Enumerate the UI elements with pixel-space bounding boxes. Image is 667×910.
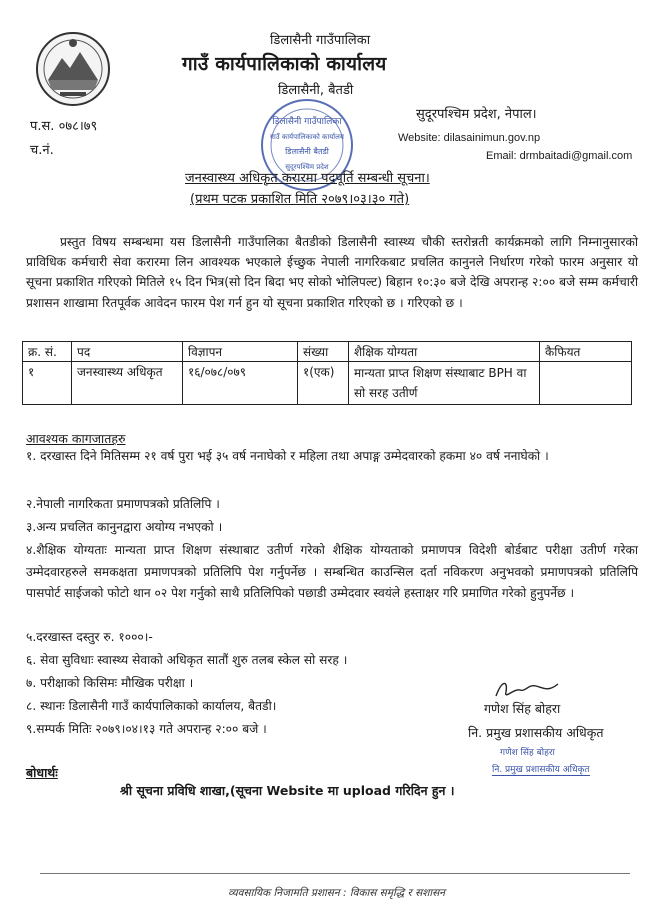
table-cell: १६/०७८/०७९ bbox=[183, 362, 298, 405]
province-name: सुदूरपश्चिम प्रदेश, नेपाल। bbox=[416, 107, 537, 122]
municipality-name: डिलासैनी गाउँपालिका bbox=[270, 33, 371, 48]
requirement-item: ६. सेवा सुविधाः स्वास्थ्य सेवाको अधिकृत सातौं शुरु तलब स्केल सो सरह । bbox=[26, 653, 348, 667]
table-header-cell: पद bbox=[72, 342, 183, 362]
table-cell: मान्यता प्राप्त शिक्षण संस्थाबाट BPH वा सो सरह उतीर्ण bbox=[349, 362, 540, 405]
table-header-cell: कैफियत bbox=[540, 342, 632, 362]
requirement-item: ९.सम्पर्क मितिः २०७९।०४।१३ गते अपरान्ह २:०० बजे । bbox=[26, 722, 267, 736]
stamp-line-3: डिलासैनी बैतडी bbox=[285, 147, 329, 156]
email-text: Email: drmbaitadi@gmail.com bbox=[486, 150, 633, 162]
municipality-logo bbox=[34, 30, 112, 108]
table-cell: जनस्वास्थ्य अधिकृत bbox=[72, 362, 183, 405]
requirement-item: ८. स्थानः डिलासैनी गाउँ कार्यपालिकाको कार्यालय, बैतडी। bbox=[26, 699, 277, 713]
requirement-item: ७. परीक्षाको किसिमः मौखिक परीक्षा । bbox=[26, 676, 194, 690]
table-cell: १(एक) bbox=[298, 362, 349, 405]
signature-stamp-name: गणेश सिंह बोहरा bbox=[500, 748, 555, 758]
table-header-cell: विज्ञापन bbox=[183, 342, 298, 362]
office-location: डिलासैनी, बैतडी bbox=[278, 83, 354, 98]
table-cell bbox=[540, 362, 632, 405]
table-row bbox=[23, 362, 632, 405]
requirement-item: ५.दरखास्त दस्तुर रु. १०००।- bbox=[26, 630, 153, 644]
body-paragraph: प्रस्तुत विषय सम्बन्धमा यस डिलासैनी गाउँपालिका बैतडीको डिलासैनी स्वास्थ्य चौकी स्तरोन्नती कार्यक्रमको लागि निम्नानुसारको प्राविधिक कर्मचारी सेवा करारमा लिन आवश्यक भएकाले ईच्छुक नेपाली नागरिकबाट प्रचलित कानुनले निर्धारण गरेको फारम अनुसार यो सूचना प्रकाशित गरिएको मितिले १५ दिन भित्र(सो दिन बिदा भए सोको भोलिपल्ट) बिहान १०:३० बजे देखि अपरान्ह २:०० बजे सम्म कर्मचारी प्रशासन शाखामा रितपूर्वक आवेदन फारम पेश गर्न हुन यो सूचना प्रकाशित गरिएको छ । गरिएको छ । bbox=[26, 235, 638, 310]
table-header-cell: संख्या bbox=[298, 342, 349, 362]
signature-stamp-title: नि. प्रमुख प्रशासकीय अधिकृत bbox=[492, 762, 590, 776]
requirements-title: आवश्यक कागजातहरु bbox=[26, 431, 126, 446]
table-cell: १ bbox=[23, 362, 72, 405]
requirement-item: १. दरखास्त दिने मितिसम्म २१ वर्ष पुरा भई ३५ वर्ष ननाघेको र महिला तथा अपाङ्ग उम्मेदवारको हकमा ४० वर्ष ननाघेको । bbox=[26, 449, 549, 463]
requirement-item: ४.शैक्षिक योग्यताः मान्यता प्राप्त शिक्षण संस्थाबाट उतीर्ण गरेको शैक्षिक योग्यताको प्रमाणपत्र विदेशी बोर्डबाट परीक्षा उतीर्ण गरेका उम्मेदवारहरुले समकक्षता प्रमाणपत्रको प्रतिलिपि पेश गर्नुपर्नेछ । सम्बन्धित काउन्सिल दर्ता नविकरण अनुभवको प्रमाणपत्रको प्रतिलिपि पासपोर्ट साईजको फोटो थान ०२ पेश गर्नुको साथै प्रतिलिपिको पछाडी उम्मेदवार स्वयंले हस्ताक्षर गरि प्रमाणित गरेको हुनुपर्नेछ । bbox=[26, 543, 638, 600]
stamp-line-2: गाउँ कार्यपालिकाको कार्यालय bbox=[270, 133, 344, 141]
notice-publish-date: (प्रथम पटक प्रकाशित मिति २०७९।०३।३० गते) bbox=[190, 192, 410, 207]
stamp-line-1: डिलासैनी गाउँपालिका bbox=[272, 117, 342, 127]
requirement-item: २.नेपाली नागरिकता प्रमाणपत्रको प्रतिलिपि । bbox=[26, 497, 220, 511]
handwritten-signature bbox=[492, 678, 562, 702]
office-title: गाउँ कार्यपालिकाको कार्यालय bbox=[182, 53, 387, 75]
table-header-cell: क्र. सं. bbox=[23, 342, 72, 362]
requirement-item: ३.अन्य प्रचलित कानुनद्वारा अयोग्य नभएको । bbox=[26, 520, 223, 534]
signatory-title: नि. प्रमुख प्रशासकीय अधिकृत bbox=[468, 725, 604, 740]
chalani-number: च.नं. bbox=[30, 143, 54, 158]
website-text: Website: dilasainimun.gov.np bbox=[398, 132, 541, 144]
table-header-cell: शैक्षिक योग्यता bbox=[349, 342, 540, 362]
signatory-name: गणेश सिंह बोहरा bbox=[484, 701, 561, 716]
footer-divider bbox=[40, 873, 630, 874]
footer-motto: व्यवसायिक निजामति प्रशासन : विकास समृद्धि र सशासन bbox=[228, 887, 446, 899]
vacancy-table bbox=[22, 341, 632, 405]
notice-subject: जनस्वास्थ्य अधिकृत करारमा पदपूर्ति सम्बन्धी सूचना। bbox=[185, 171, 430, 186]
cc-text: श्री सूचना प्रविधि शाखा,(सूचना Website मा upload गरिदिन हुन । bbox=[120, 783, 455, 798]
table-header-row bbox=[23, 342, 632, 362]
cc-title: बोधार्थः bbox=[26, 765, 58, 780]
stamp-line-4: सुदूरपश्चिम प्रदेश bbox=[285, 163, 329, 171]
patra-sankhya: प.स. ०७८।७९ bbox=[30, 119, 98, 134]
